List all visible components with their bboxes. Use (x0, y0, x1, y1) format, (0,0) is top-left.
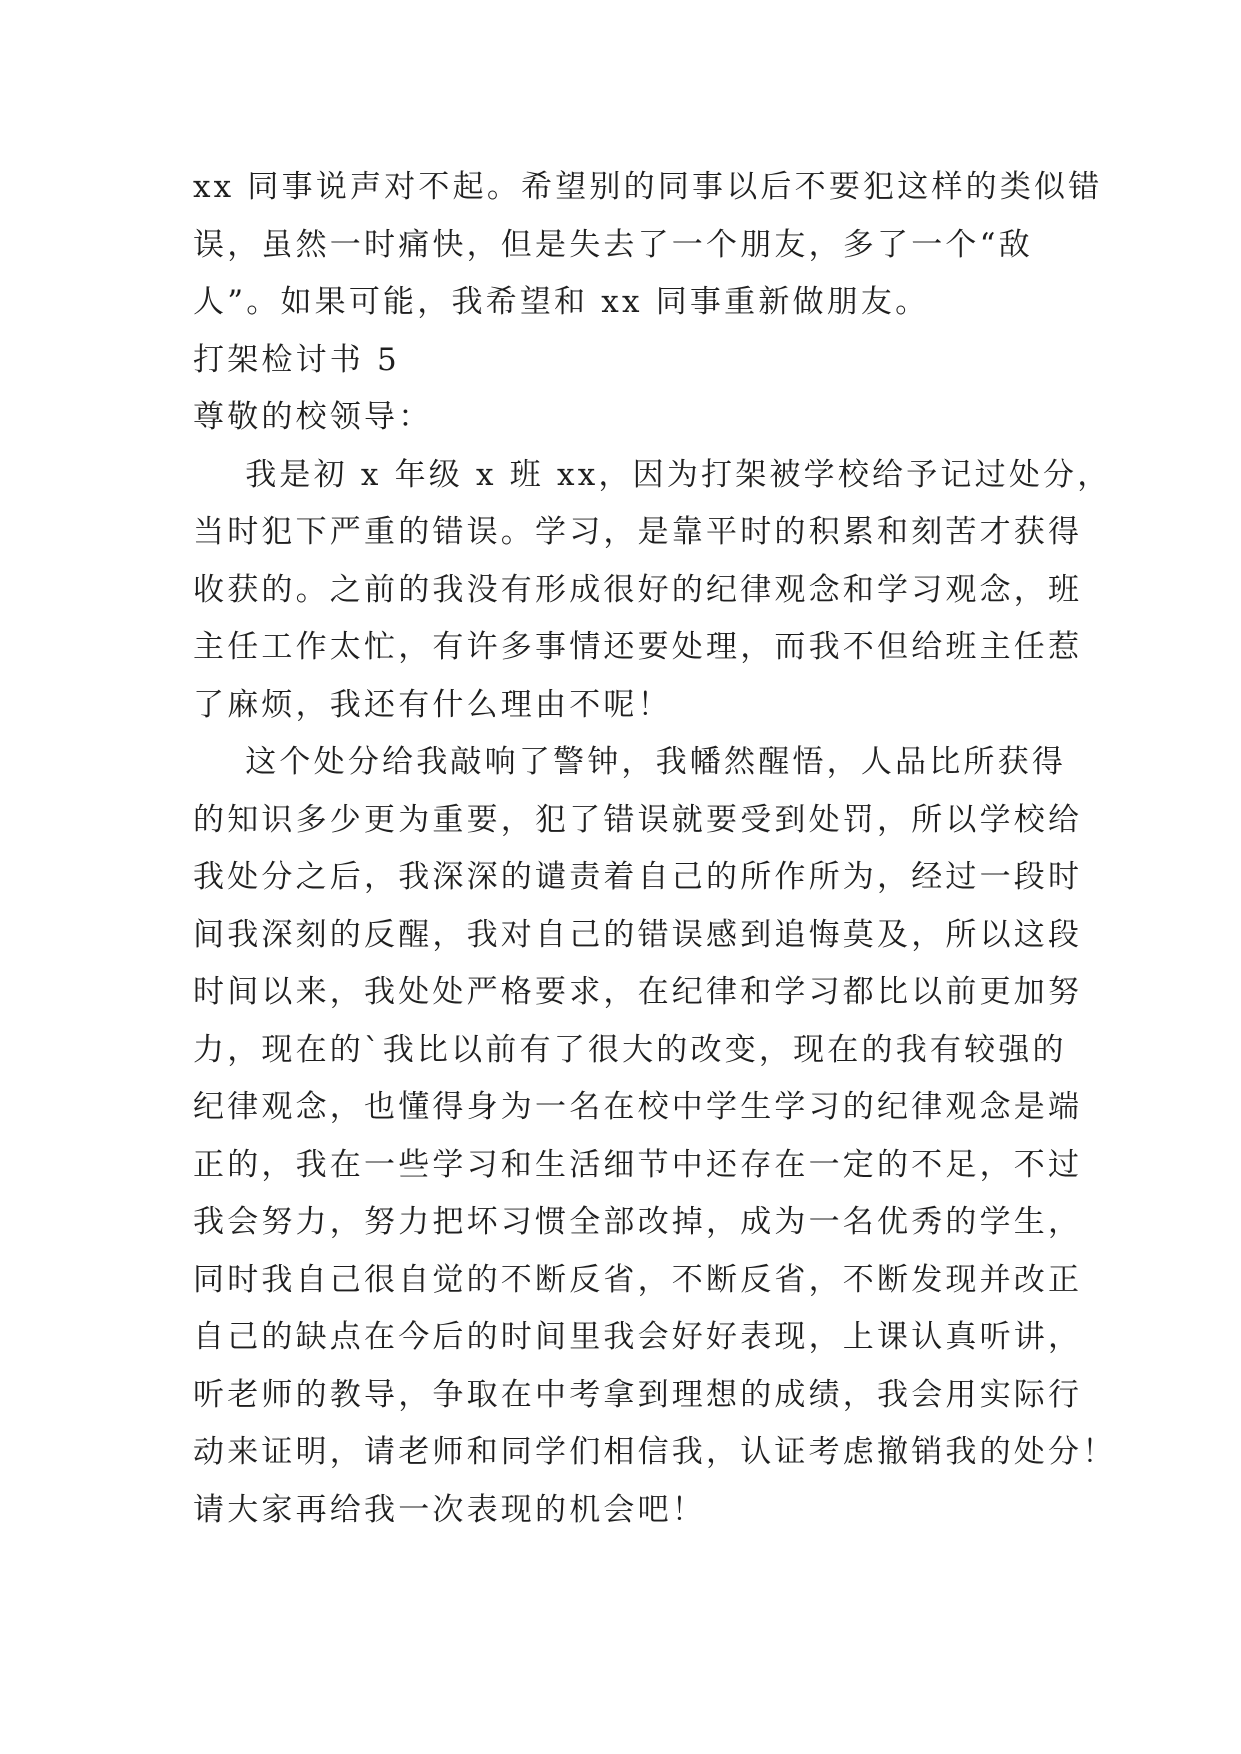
text-line: 力，现在的`我比以前有了很大的改变，现在的我有较强的 (193, 1031, 1067, 1068)
text-line: 自己的缺点在今后的时间里我会好好表现，上课认真听讲， (193, 1319, 1083, 1355)
text-line: 当时犯下严重的错误。学习，是靠平时的积累和刻苦才获得 (193, 514, 1083, 550)
text-line: 纪律观念，也懂得身为一名在校中学生学习的纪律观念是端 (193, 1089, 1083, 1125)
text-line: xx 同事说声对不起。希望别的同事以后不要犯这样的类似错 (193, 169, 1103, 205)
text-line: 收获的。之前的我没有形成很好的纪律观念和学习观念，班 (193, 571, 1083, 608)
text-line: 我处分之后，我深深的谴责着自己的所作所为，经过一段时 (193, 859, 1083, 895)
text-line: 人”。如果可能，我希望和 xx 同事重新做朋友。 (193, 284, 930, 320)
text-line: 这个处分给我敲响了警钟，我幡然醒悟，人品比所获得 (193, 744, 1067, 780)
section-heading: 打架检讨书 5 (193, 341, 400, 378)
text-line: 我会努力，努力把坏习惯全部改掉，成为一名优秀的学生， (193, 1204, 1083, 1240)
text-line: 我是初 x 年级 x 班 xx，因为打架被学校给予记过处分， (193, 456, 1112, 493)
text-line: 了麻烦，我还有什么理由不呢！ (193, 686, 672, 723)
text-line: 的知识多少更为重要，犯了错误就要受到处罚，所以学校给 (193, 801, 1083, 838)
text-line: 时间以来，我处处严格要求，在纪律和学习都比以前更加努 (193, 974, 1083, 1010)
text-line: 动来证明，请老师和同学们相信我，认证考虑撤销我的处分！ (193, 1434, 1117, 1470)
text-line: 同时我自己很自觉的不断反省，不断反省，不断发现并改正 (193, 1261, 1083, 1298)
text-line: 正的，我在一些学习和生活细节中还存在一定的不足，不过 (193, 1146, 1083, 1183)
document-body (193, 159, 1117, 1539)
text-line: 听老师的教导，争取在中考拿到理想的成绩，我会用实际行 (193, 1376, 1083, 1413)
text-line: 请大家再给我一次表现的机会吧！ (193, 1491, 706, 1528)
text-line: 误，虽然一时痛快，但是失去了一个朋友，多了一个“敌 (193, 226, 1033, 263)
text-line: 间我深刻的反醒，我对自己的错误感到追悔莫及，所以这段 (193, 916, 1083, 953)
text-line: 主任工作太忙，有许多事情还要处理，而我不但给班主任惹 (193, 629, 1083, 665)
salutation: 尊敬的校领导： (193, 399, 433, 435)
